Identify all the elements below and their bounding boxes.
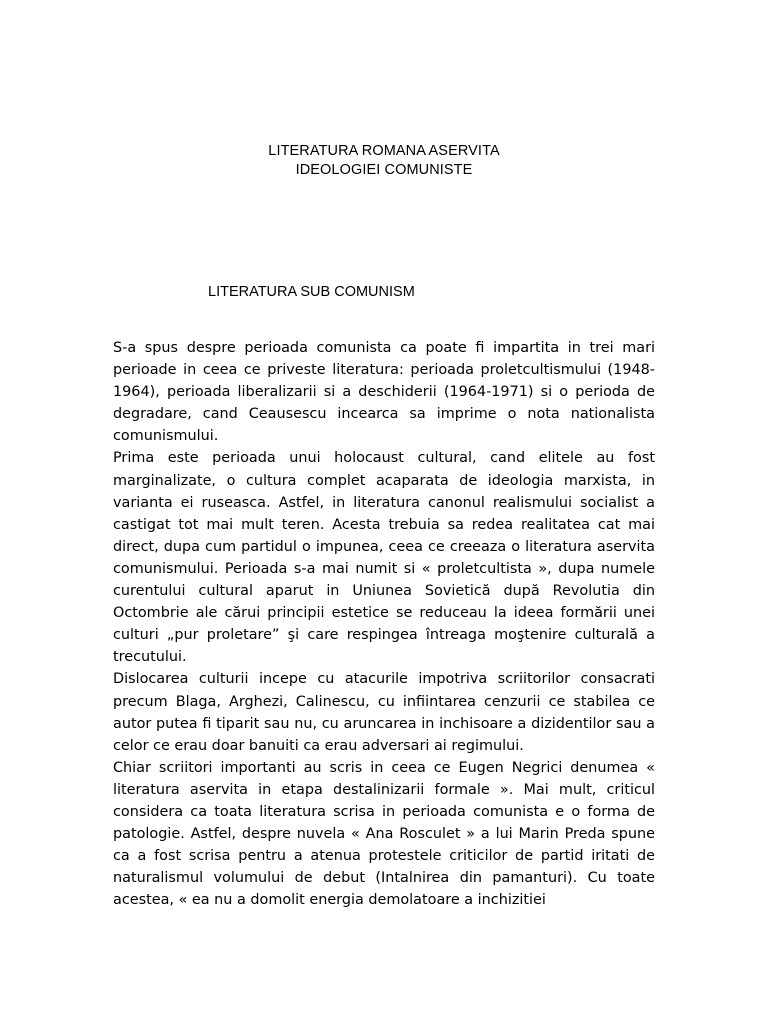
- section-heading: LITERATURA SUB COMUNISM: [208, 284, 415, 300]
- paragraph: S-a spus despre perioada comunista ca poate fi impartita in trei mari perioade in ceea ce priveste literatura: perioada proletcultismului (1948-1964), perioada liberalizarii si a deschiderii (1964-1971) si o perioda de degradare, cand Ceausescu incearca sa imprime o nota nationalista comunismului.: [113, 340, 655, 445]
- paragraph: Prima este perioada unui holocaust cultural, cand elitele au fost marginalizate, o cultura complet acaparata de ideologia marxista, in varianta ei ruseasca. Astfel, in literatura canonul realismului socialist a castigat tot mai mult teren. Acesta trebuia sa redea realitatea cat mai direct, dupa cum partidul o impunea, ceea ce creeaza o literatura aservita comunismului. Perioada s-a mai numit si « proletcultista », dupa numele curentului cultural aparut in Uniunea Sovietică după Revolutia din Octombrie ale cărui principii estetice se reduceau la ideea formării unei culturi „pur proletare” şi care respingea întreaga moştenire culturală a trecutului.: [113, 450, 655, 666]
- title-line-2: IDEOLOGIEI COMUNISTE: [295, 162, 473, 178]
- document-title: [114, 142, 654, 180]
- title-line-1: LITERATURA ROMANA ASERVITA: [268, 143, 500, 159]
- paragraph: Dislocarea culturii incepe cu atacurile impotriva scriitorilor consacrati precum Blaga, Arghezi, Calinescu, cu infiintarea cenzurii ce stabilea ce autor putea fi tiparit sau nu, cu aruncarea in inchisoare a dizidentilor sau a celor ce erau doar banuiti ca erau adversari ai regimului.: [113, 671, 655, 754]
- body-text: [113, 337, 655, 911]
- paragraph: Chiar scriitori importanti au scris in ceea ce Eugen Negrici denumea « literatura aservita in etapa destalinizarii formale ». Mai mult, criticul considera ca toata literatura scrisa in perioada comunista e o forma de patologie. Astfel, despre nuvela « Ana Rosculet » a lui Marin Preda spune ca a fost scrisa pentru a atenua protestele criticilor de partid iritati de naturalismul volumului de debut (Intalnirea din pamanturi). Cu toate acestea, « ea nu a domolit energia demolatoare a inchizitiei: [113, 759, 655, 909]
